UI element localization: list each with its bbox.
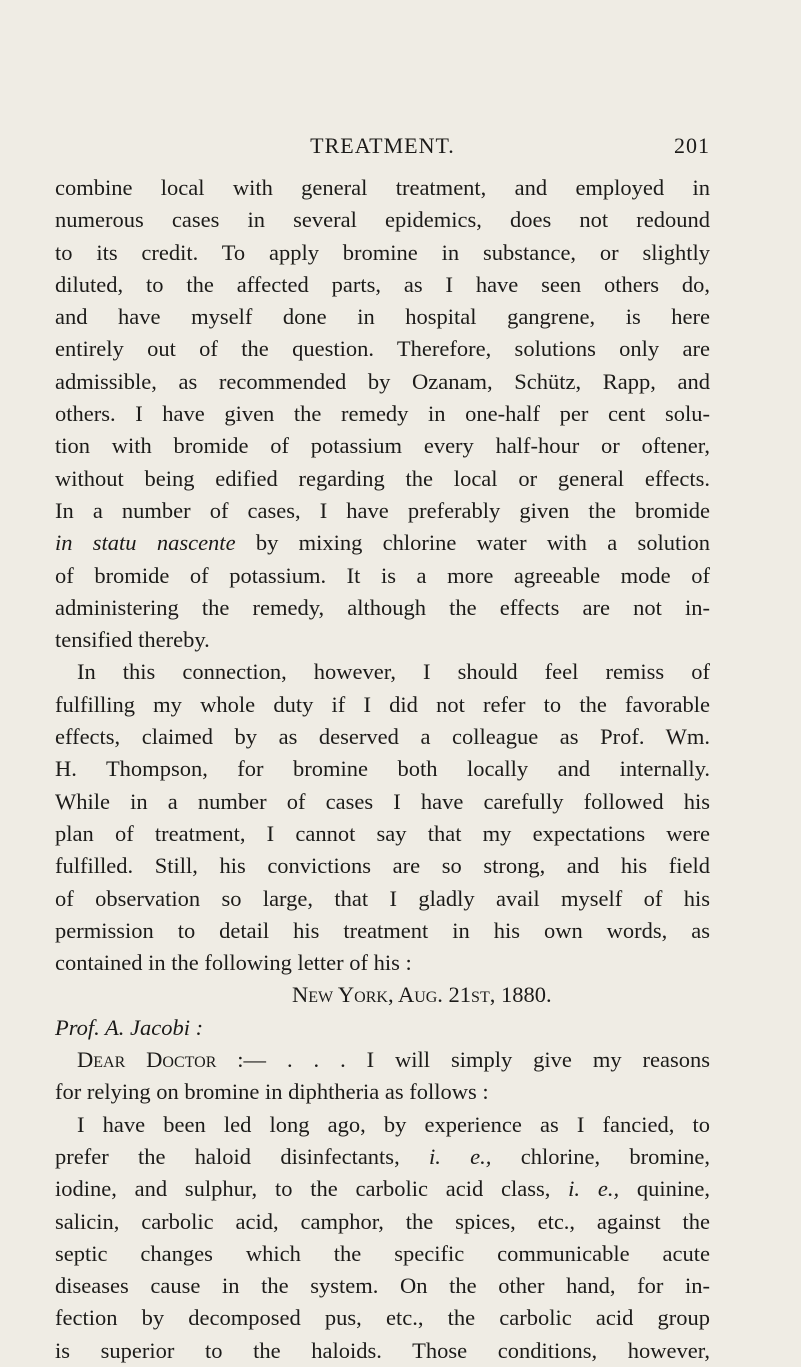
- text-line: fection by decomposed pus, etc., the carbolic acid group: [55, 1305, 710, 1331]
- text-line: fulfilling my whole duty if I did not refer to the favorable: [55, 691, 710, 717]
- text-line: of observation so large, that I gladly avail myself of his: [55, 885, 710, 911]
- line-rest: :— . . . I will simply give my reasons: [216, 1047, 710, 1073]
- text-line: contained in the following letter of his :: [55, 950, 412, 976]
- text-line: In a number of cases, I have preferably given the bromide: [55, 497, 710, 523]
- running-title: TREATMENT.: [310, 133, 455, 158]
- text-line: administering the remedy, although the effects are not in-: [55, 594, 710, 620]
- text-line: tion with bromide of potassium every half-hour or oftener,: [55, 433, 710, 459]
- text-line: combine local with general treatment, and employed in: [55, 175, 710, 200]
- text-line: effects, claimed by as deserved a colleague as Prof. Wm.: [55, 724, 710, 750]
- text-line: diseases cause in the system. On the other hand, for in-: [55, 1273, 710, 1299]
- text-line: is superior to the haloids. Those conditions, however,: [55, 1337, 710, 1363]
- text-line: and have myself done in hospital gangrene, is here: [55, 304, 710, 330]
- text-line: septic changes which the specific communicable acute: [55, 1240, 710, 1266]
- text-line: admissible, as recommended by Ozanam, Schütz, Rapp, and: [55, 368, 710, 394]
- line-rest: by mixing chlorine water with a solution: [235, 530, 711, 556]
- letter-dateline: New York, Aug. 21st, 1880.: [292, 982, 552, 1008]
- body-text: [55, 172, 710, 1367]
- italic-phrase: i. e.,: [568, 1176, 620, 1202]
- text-line: salicin, carbolic acid, camphor, the spices, etc., against the: [55, 1208, 710, 1234]
- text-line: permission to detail his treatment in his own words, as: [55, 917, 710, 943]
- text-line: to its credit. To apply bromine in substance, or slightly: [55, 239, 710, 265]
- letter-salutation: [55, 1044, 710, 1076]
- letter-recipient: Prof. A. Jacobi :: [55, 1014, 204, 1040]
- text-line: plan of treatment, I cannot say that my expectations were: [55, 820, 710, 846]
- text-line: I have been led long ago, by experience as I fancied, to: [77, 1111, 710, 1137]
- text-line: tensified thereby.: [55, 627, 210, 653]
- text-line: H. Thompson, for bromine both locally and internally.: [55, 756, 710, 782]
- text-line: fulfilled. Still, his convictions are so strong, and his field: [55, 853, 710, 879]
- italic-phrase: i. e.,: [429, 1143, 492, 1169]
- text-line: In this connection, however, I should feel remiss of: [77, 659, 710, 685]
- text-line: diluted, to the affected parts, as I have seen others do,: [55, 271, 710, 297]
- text-line: iodine, and sulphur, to the carbolic acid class, i. e., quinine,: [55, 1176, 710, 1202]
- text-line: entirely out of the question. Therefore, solutions only are: [55, 336, 710, 362]
- text-line: of bromide of potassium. It is a more agreeable mode of: [55, 562, 710, 588]
- page-number: 201: [674, 133, 710, 158]
- text-line: [55, 527, 710, 559]
- text-line: numerous cases in several epidemics, does not redound: [55, 207, 710, 233]
- page-header: [55, 133, 710, 163]
- salutation-word: Dear Doctor: [77, 1047, 217, 1073]
- text-line: others. I have given the remedy in one-half per cent solu-: [55, 401, 710, 427]
- text-line: without being edified regarding the local or general effects.: [55, 465, 710, 491]
- text-line: for relying on bromine in diphtheria as follows :: [55, 1079, 489, 1105]
- italic-phrase: in statu nascente: [55, 530, 236, 556]
- text-line: While in a number of cases I have carefully followed his: [55, 788, 710, 814]
- text-line: prefer the haloid disinfectants, i. e., chlorine, bromine,: [55, 1143, 710, 1169]
